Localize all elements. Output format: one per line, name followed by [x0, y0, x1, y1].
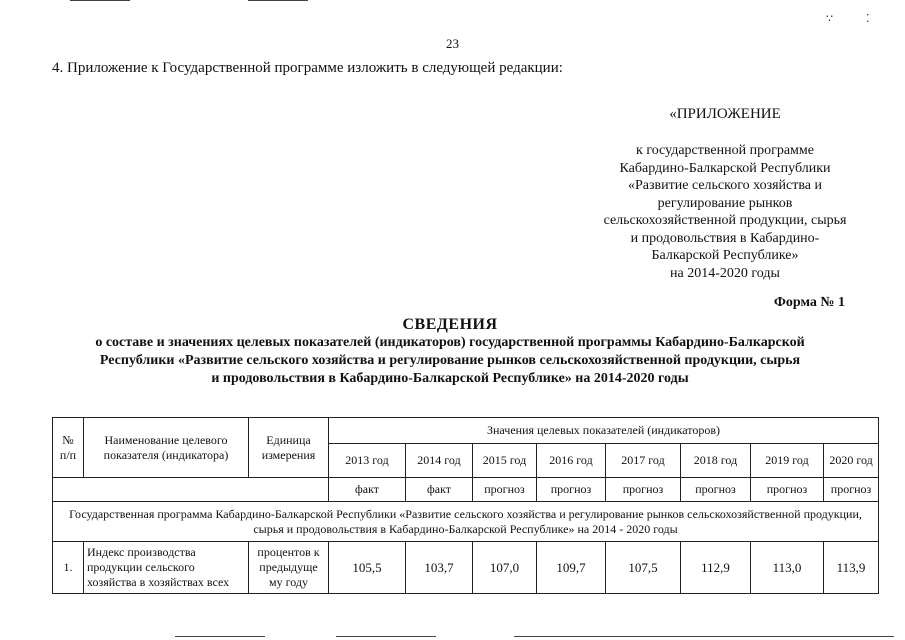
appendix-line: «Развитие сельского хозяйства и [627, 178, 823, 193]
header-year: 2015 год [473, 444, 537, 478]
heading-line: о составе и значениях целевых показателей (индикаторов) государственной программы Кабардино-Балкарской [95, 335, 805, 350]
appendix-line: Кабардино-Балкарской Республики [619, 160, 831, 176]
appendix-line: на 2014-2020 годы [670, 265, 780, 281]
appendix-line: сельскохозяйственной продукции, сырья [603, 213, 847, 228]
document-heading [40, 316, 860, 388]
header-year: 2013 год [329, 444, 406, 478]
value-type: факт [406, 478, 473, 502]
row-name: Индекс производства продукции сельского хозяйства в хозяйствах всех [84, 542, 249, 594]
row-value: 107,5 [606, 542, 681, 594]
row-no: 1. [53, 542, 84, 594]
scan-line [175, 636, 265, 637]
header-unit: Единица измерения [249, 418, 329, 478]
header-name: Наименование целевого показателя (индикатора) [84, 418, 249, 478]
heading-title: СВЕДЕНИЯ [402, 316, 498, 333]
page-number: 23 [446, 36, 459, 51]
scan-speck: ∵ [826, 13, 833, 25]
header-year: 2016 год [537, 444, 606, 478]
header-year: 2020 год [824, 444, 879, 478]
appendix-line: к государственной программе [636, 143, 814, 158]
value-type: прогноз [473, 478, 537, 502]
appendix-line: Балкарской Республике» [651, 248, 799, 263]
row-unit: процентов к предыдуще му году [249, 542, 329, 594]
scan-line [248, 0, 308, 1]
value-type: прогноз [751, 478, 824, 502]
heading-line: и продовольствия в Кабардино-Балкарской Республике» на 2014-2020 годы [211, 371, 689, 386]
header-year: 2014 год [406, 444, 473, 478]
header-year: 2019 год [751, 444, 824, 478]
row-value: 109,7 [537, 542, 606, 594]
scan-line [514, 636, 894, 637]
value-type: прогноз [824, 478, 879, 502]
header-values-group: Значения целевых показателей (индикаторов) [329, 418, 879, 444]
row-value: 105,5 [329, 542, 406, 594]
row-value: 113,9 [824, 542, 879, 594]
row-value: 112,9 [681, 542, 751, 594]
program-row: Государственная программа Кабардино-Балкарской Республики «Развитие сельского хозяйства и регулирование рынков сельскохозяйственной продукции, сырья и продовольствия в Кабардино-Балкарской Республике» на 2014 - 2020 годы [53, 502, 879, 542]
row-value: 113,0 [751, 542, 824, 594]
form-number: Форма № 1 [773, 295, 845, 310]
intro-text: 4. Приложение к Государственной программе изложить в следующей редакции: [52, 60, 563, 76]
value-type: прогноз [606, 478, 681, 502]
type-row-spacer [53, 478, 329, 502]
header-year: 2017 год [606, 444, 681, 478]
heading-line: Республики «Развитие сельского хозяйства и регулирование рынков сельскохозяйственной продукции, сырья [99, 353, 801, 368]
appendix-title: «ПРИЛОЖЕНИЕ [669, 106, 781, 122]
value-type: факт [329, 478, 406, 502]
scan-speck: ⁚ [866, 13, 870, 25]
appendix-body [560, 142, 890, 282]
indicators-table [52, 417, 879, 594]
value-type: прогноз [537, 478, 606, 502]
scan-line [336, 636, 436, 637]
header-year: 2018 год [681, 444, 751, 478]
row-value: 103,7 [406, 542, 473, 594]
value-type: прогноз [681, 478, 751, 502]
appendix-line: регулирование рынков [657, 195, 793, 211]
appendix-line: и продовольствия в Кабардино- [630, 230, 820, 246]
scan-line [70, 0, 130, 1]
row-value: 107,0 [473, 542, 537, 594]
header-no: № п/п [53, 418, 84, 478]
